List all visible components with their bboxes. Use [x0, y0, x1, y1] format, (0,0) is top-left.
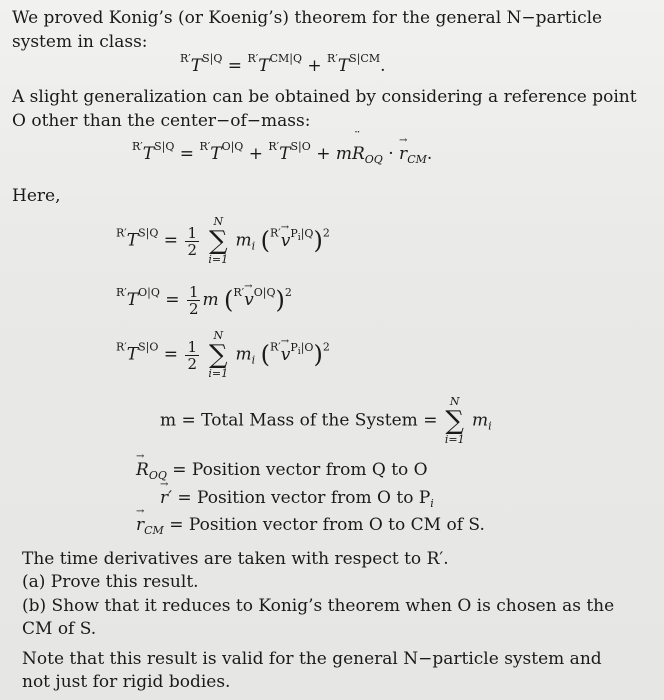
roq-definition: → $R_{OQ}$ = Position vector from Q to O — [136, 460, 428, 482]
ke-system-about-o: $^{R'}T^{S|O}$ = $\frac{1}{2}$ N ∑ i=1 $m_i$ $(^{R'}\to v^{P_i|O})^2$ — [116, 330, 330, 380]
questions-line-1: The time derivatives are taken with respect to R′. — [22, 549, 449, 569]
here-label: Here, — [12, 186, 61, 206]
generalized-equation: $^{R'}T^{S|Q} = ^{R'}T^{O|Q} + ^{R'}T^{S|O}$ + m¨ $R_{OQ}$ · → $r_{CM}$. — [132, 140, 432, 166]
question-a: (a) Prove this result. — [22, 572, 199, 592]
rprime-text: = Position vector from O to P — [177, 488, 431, 508]
konig-theorem-equation: $^{R'}T^{S|Q} = ^{R'}T^{CM|Q} + ^{R'}T^{S|CM}$. — [180, 52, 386, 76]
total-mass-definition: m = Total Mass of the System = N ∑ i=1 $m_i$ — [160, 395, 492, 446]
generalization-line-2: O other than the center−of−mass: — [12, 111, 311, 131]
rcm-definition: → $r_{CM}$ = Position vector from O to CM of S. — [136, 515, 485, 537]
note-line-2: not just for rigid bodies. — [22, 672, 231, 692]
generalization-line-1: A slight generalization can be obtained by considering a reference point — [12, 87, 637, 107]
ke-origin-about-q: $^{R'}T^{O|Q}$ = $\frac{1}{2}$ m $(^{R'}\to v^{O|Q})^2$ — [116, 284, 292, 317]
rprime-definition: → r′ = Position vector from O to $P_i$ — [160, 488, 434, 510]
total-mass-text: m = Total Mass of the System = — [160, 410, 438, 431]
roq-text: = Position vector from Q to O — [172, 460, 428, 480]
rcm-text: = Position vector from O to CM of S. — [169, 515, 485, 535]
intro-line-2: system in class: — [12, 32, 148, 52]
intro-line-1: We proved Konig’s (or Koenig’s) theorem for the general N−particle — [12, 8, 603, 28]
ke-system-about-q: $^{R'}T^{S|Q}$ = $\frac{1}{2}$ N ∑ i=1 $m_i$ $(^{R'}\to v^{P_i|Q})^2$ — [116, 216, 330, 266]
question-b-line-2: CM of S. — [22, 619, 97, 639]
note-line-1: Note that this result is valid for the general N−particle system and — [22, 649, 602, 669]
question-b-line-1: (b) Show that it reduces to Konig’s theorem when O is chosen as the — [22, 596, 615, 616]
